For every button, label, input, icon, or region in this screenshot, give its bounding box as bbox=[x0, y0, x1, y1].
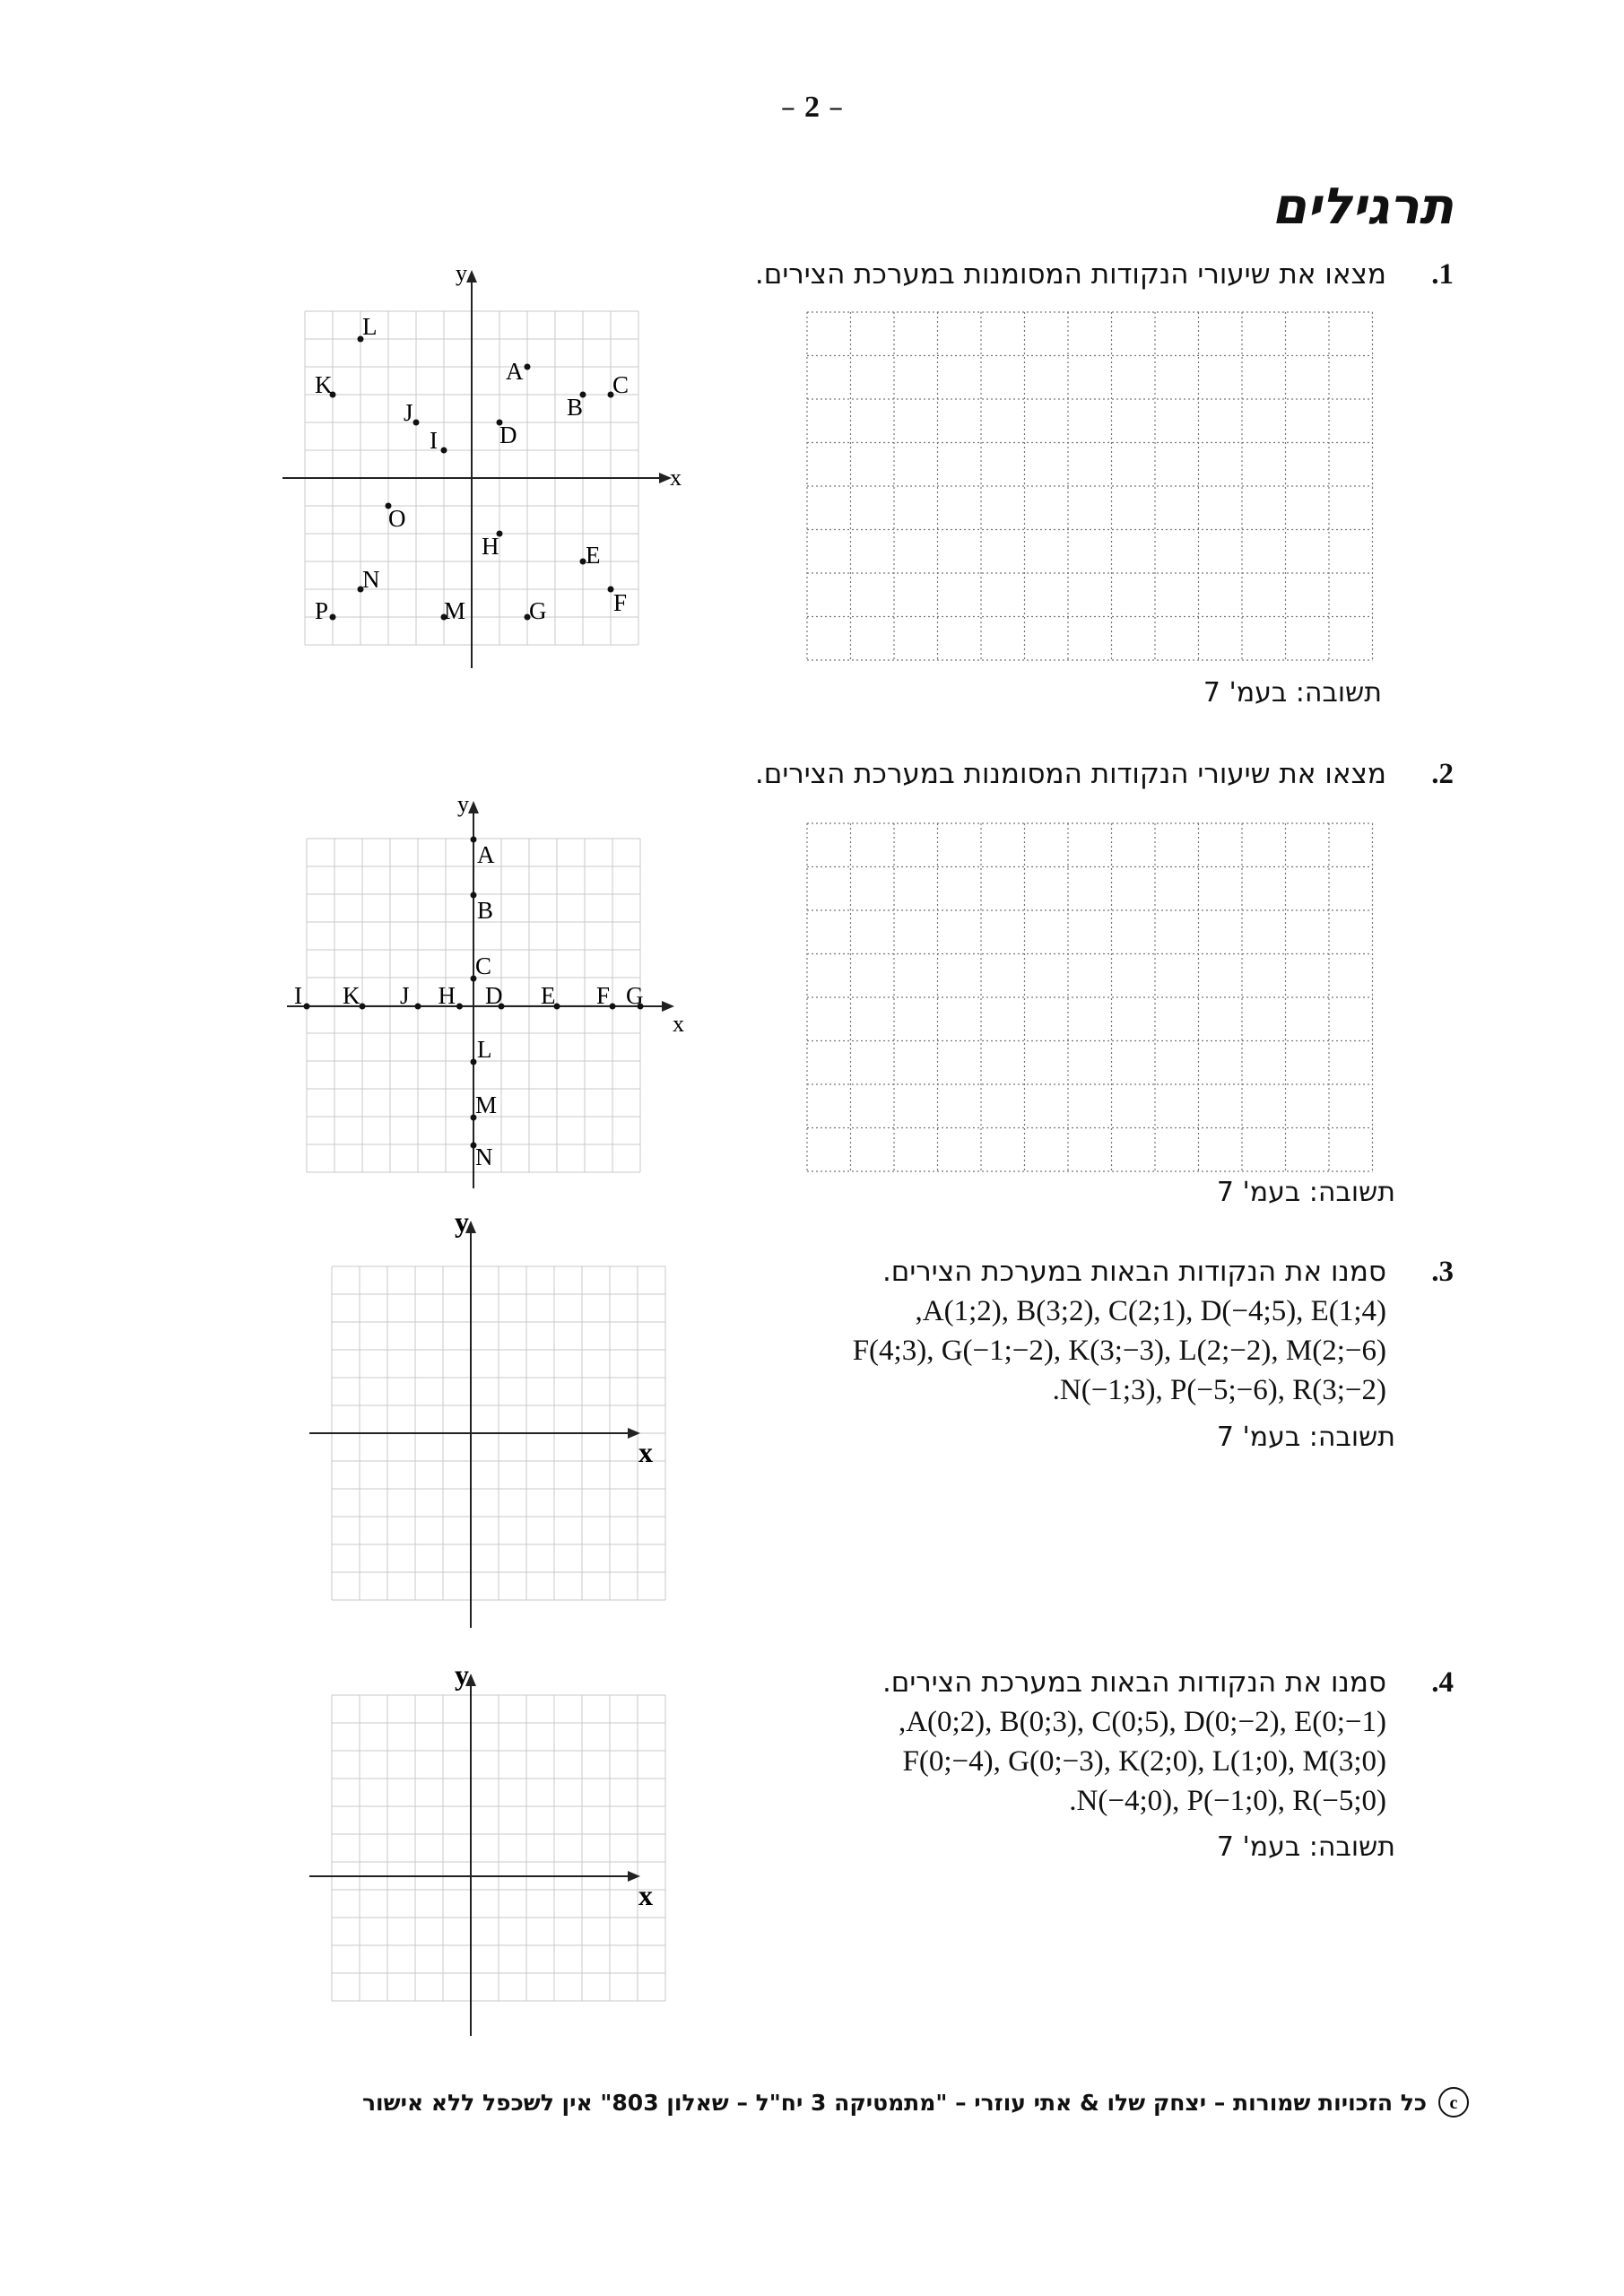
x-axis-label: x bbox=[638, 1879, 653, 1911]
point-label-C: C bbox=[612, 371, 630, 398]
exercise-text: מצאו את שיעורי הנקודות המסומנות במערכת הצירים. bbox=[754, 758, 1386, 790]
y-axis-label: y bbox=[456, 260, 467, 286]
point-label-H: H bbox=[438, 982, 456, 1009]
point-I bbox=[441, 448, 447, 454]
exercise-text: סמנו את הנקודות הבאות במערכת הצירים. bbox=[881, 1256, 1386, 1288]
point-label-M: M bbox=[475, 1091, 498, 1118]
answer-ref-1: תשובה: בעמ' 7 bbox=[1203, 677, 1382, 709]
point-label-C: C bbox=[475, 952, 492, 979]
answer-ref-2: תשובה: בעמ' 7 bbox=[1216, 1177, 1395, 1208]
exercise-4 bbox=[882, 1666, 1454, 1699]
point-label-H: H bbox=[482, 533, 499, 560]
point-K bbox=[360, 1004, 366, 1010]
svg-text:c: c bbox=[1449, 2093, 1458, 2113]
point-L bbox=[471, 1059, 477, 1065]
answer-grid-2 bbox=[807, 823, 1390, 1169]
exercise-2 bbox=[755, 758, 1454, 790]
point-B bbox=[471, 892, 477, 899]
point-label-B: B bbox=[477, 897, 494, 924]
points-line: A(1;2), B(3;2), C(2;1), D(−4;5), E(1;4), bbox=[915, 1295, 1386, 1327]
point-label-P: P bbox=[315, 597, 329, 624]
point-label-F: F bbox=[613, 589, 628, 616]
points-line: N(−4;0), P(−1;0), R(−5;0). bbox=[1069, 1785, 1386, 1817]
exercise-number: 2. bbox=[1431, 758, 1454, 790]
points-line: F(4;3), G(−1;−2), K(3;−3), L(2;−2), M(2;−6) bbox=[852, 1335, 1386, 1367]
point-label-B: B bbox=[567, 394, 584, 421]
copyright-icon bbox=[1437, 2086, 1470, 2118]
point-F bbox=[610, 1004, 616, 1010]
empty-coordinate-graph-4 bbox=[305, 1658, 682, 2036]
empty-coordinate-graph-3 bbox=[305, 1205, 682, 1655]
point-label-L: L bbox=[477, 1036, 492, 1063]
point-H bbox=[456, 1004, 463, 1010]
point-label-I: I bbox=[294, 982, 302, 1009]
x-axis-label: x bbox=[638, 1436, 653, 1468]
point-J bbox=[413, 420, 420, 426]
coordinate-graph-1 bbox=[278, 260, 699, 673]
page-title: תרגילים bbox=[1272, 178, 1454, 236]
point-label-A: A bbox=[506, 358, 524, 385]
exercise-text: סמנו את הנקודות הבאות במערכת הצירים. bbox=[881, 1666, 1386, 1699]
page-number: – 2 – bbox=[780, 90, 844, 124]
point-label-D: D bbox=[499, 422, 517, 448]
point-label-G: G bbox=[529, 597, 547, 624]
footer-text: כל הזכויות שמורות – יצחק שלו & אתי עוזרי – "מתמטיקה 3 יח"ל – שאלון 803" אין לשכפל ללא אישור bbox=[362, 2090, 1427, 2116]
point-label-J: J bbox=[404, 399, 413, 426]
exercise-text: מצאו את שיעורי הנקודות המסומנות במערכת הצירים. bbox=[754, 258, 1386, 291]
point-label-O: O bbox=[388, 505, 406, 532]
point-label-D: D bbox=[485, 982, 503, 1009]
point-label-A: A bbox=[477, 841, 495, 868]
answer-ref-3: תשובה: בעמ' 7 bbox=[1216, 1422, 1395, 1453]
point-label-L: L bbox=[362, 313, 378, 340]
points-line: A(0;2), B(0;3), C(0;5), D(0;−2), E(0;−1), bbox=[898, 1706, 1386, 1738]
x-axis-label: x bbox=[670, 465, 682, 491]
points-line: F(0;−4), G(0;−3), K(2;0), L(1;0), M(3;0) bbox=[902, 1745, 1386, 1778]
coordinate-graph-2 bbox=[287, 791, 690, 1206]
point-A bbox=[525, 364, 531, 370]
answer-grid-1 bbox=[807, 312, 1390, 653]
y-axis-arrow bbox=[466, 270, 477, 283]
point-label-E: E bbox=[541, 982, 556, 1009]
point-label-K: K bbox=[315, 371, 333, 398]
y-axis-label: y bbox=[455, 1205, 469, 1238]
point-label-F: F bbox=[596, 982, 611, 1009]
point-A bbox=[471, 837, 477, 843]
y-axis-arrow bbox=[468, 801, 479, 813]
exercise-number: 1. bbox=[1431, 258, 1454, 291]
answer-ref-4: תשובה: בעמ' 7 bbox=[1216, 1831, 1395, 1863]
y-axis-label: y bbox=[457, 791, 469, 817]
point-I bbox=[304, 1004, 310, 1010]
exercise-1 bbox=[755, 258, 1454, 291]
point-label-N: N bbox=[362, 566, 380, 593]
point-label-G: G bbox=[626, 982, 644, 1009]
points-line: N(−1;3), P(−5;−6), R(3;−2). bbox=[1052, 1374, 1386, 1406]
exercise-number: 4. bbox=[1431, 1666, 1454, 1699]
point-P bbox=[330, 614, 336, 621]
y-axis-label: y bbox=[455, 1658, 469, 1691]
point-label-K: K bbox=[343, 982, 360, 1009]
point-label-E: E bbox=[586, 542, 601, 569]
point-J bbox=[415, 1004, 421, 1010]
x-axis-label: x bbox=[673, 1011, 684, 1037]
exercise-3 bbox=[882, 1256, 1454, 1288]
point-label-M: M bbox=[444, 597, 466, 624]
exercise-number: 3. bbox=[1431, 1256, 1454, 1288]
point-label-J: J bbox=[400, 982, 410, 1009]
point-label-I: I bbox=[430, 427, 438, 454]
footer bbox=[362, 2090, 1458, 2116]
point-label-N: N bbox=[475, 1144, 493, 1170]
